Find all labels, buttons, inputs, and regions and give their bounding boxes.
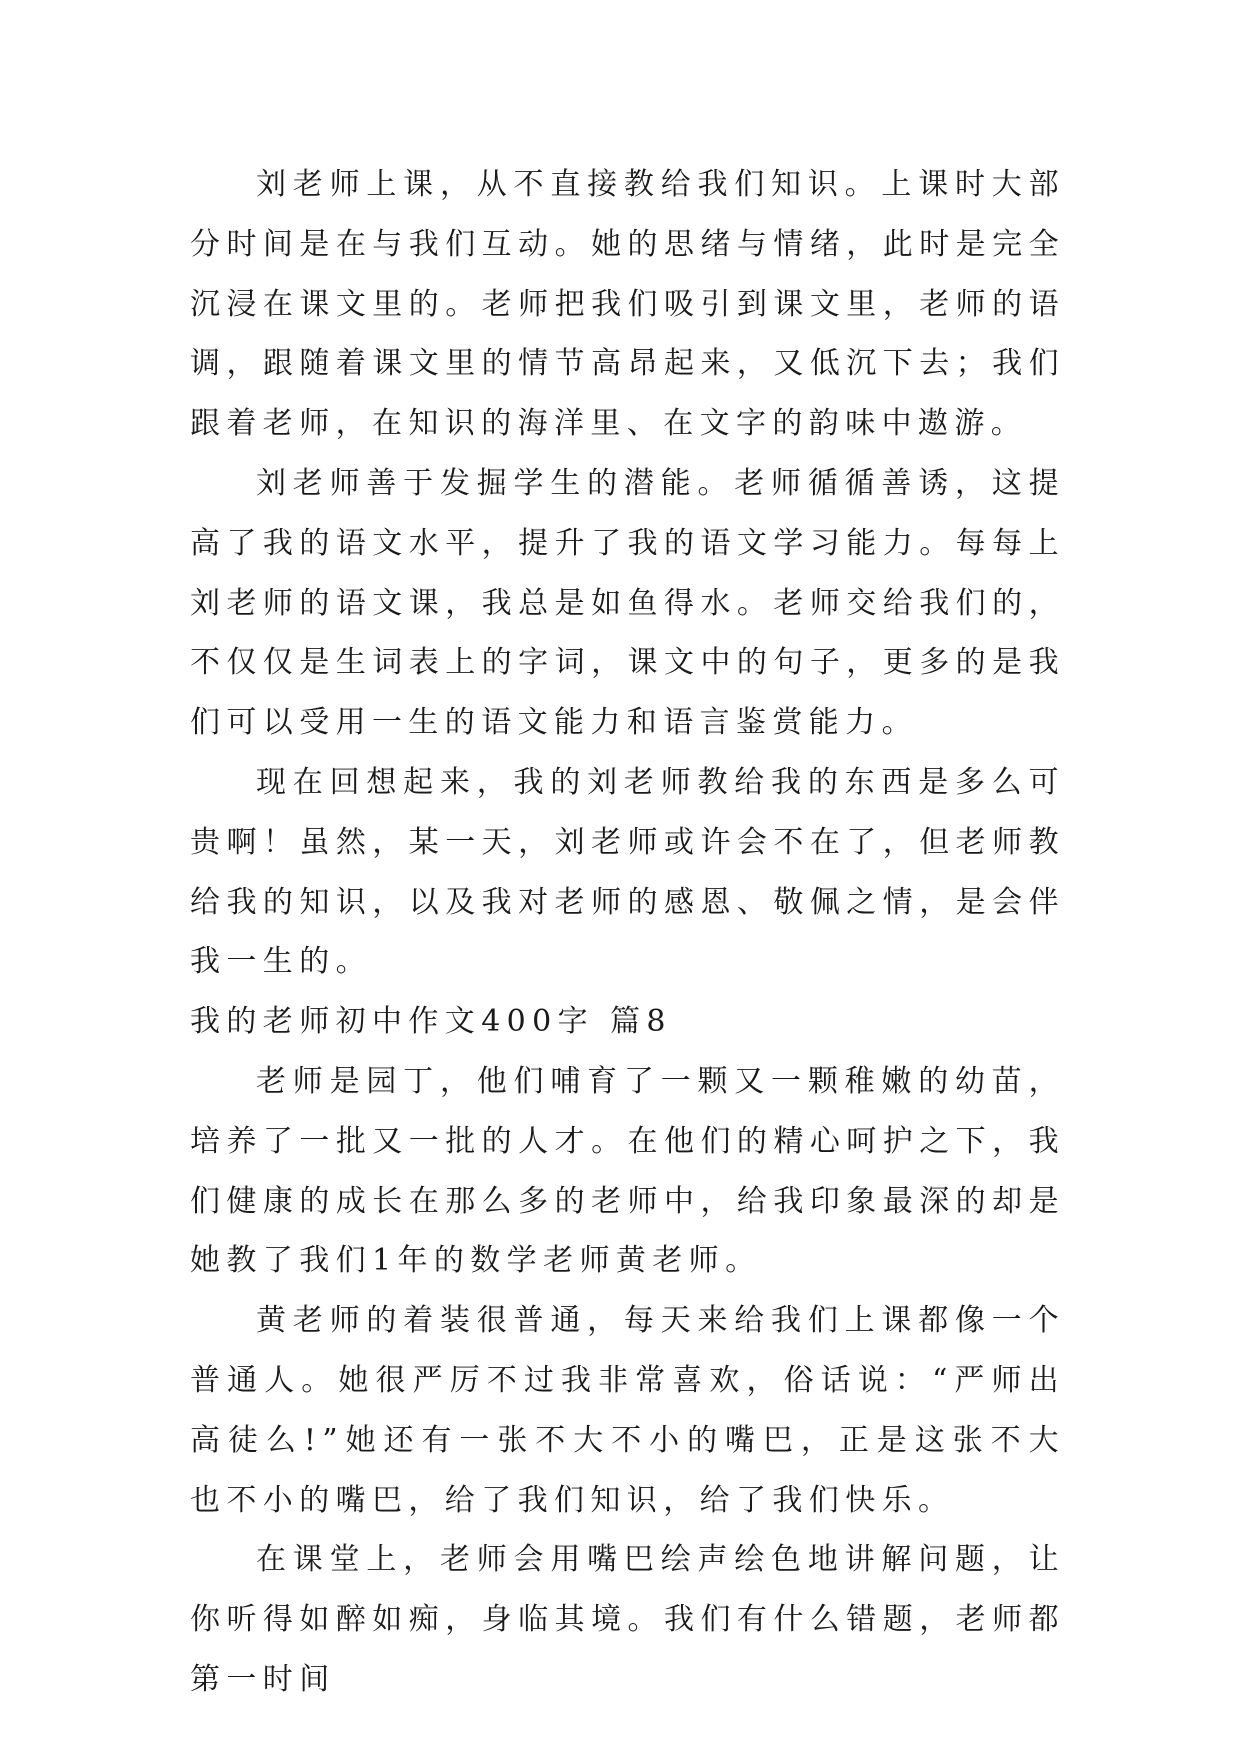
paragraph-classroom: 在课堂上，老师会用嘴巴绘声绘色地讲解问题，让你听得如醉如痴，身临其境。我们有什么错题，老师都第一时间 (190, 1542, 1065, 1697)
paragraph-teacher-liu-potential: 刘老师善于发掘学生的潜能。老师循循善诱，这提高了我的语文水平，提升了我的语文学习能力。每每上刘老师的语文课，我总是如鱼得水。老师交给我们的，不仅仅是生词表上的字词，课文中的句子，更多的是我们可以受用一生的语文能力和语言鉴赏能力。 (190, 465, 1065, 741)
document-page (190, 155, 1065, 1710)
paragraph-teacher-liu-memory: 现在回想起来，我的刘老师教给我的东西是多么可贵啊！虽然，某一天，刘老师或许会不在了，但老师教给我的知识，以及我对老师的感恩、敬佩之情，是会伴我一生的。 (190, 764, 1065, 980)
paragraph-teacher-huang-dress: 黄老师的着装很普通，每天来给我们上课都像一个普通人。她很严厉不过我非常喜欢，俗话说：“严师出高徒么!”她还有一张不大不小的嘴巴，正是这张不大也不小的嘴巴，给了我们知识，给了我们快乐。 (190, 1303, 1065, 1518)
paragraph-teacher-gardener: 老师是园丁，他们哺育了一颗又一颗稚嫩的幼苗，培养了一批又一批的人才。在他们的精心呵护之下，我们健康的成长在那么多的老师中，给我印象最深的却是她教了我们1年的数学老师黄老师。 (190, 1063, 1065, 1279)
paragraph-teacher-liu-class: 刘老师上课，从不直接教给我们知识。上课时大部分时间是在与我们互动。她的思绪与情绪，此时是完全沉浸在课文里的。老师把我们吸引到课文里，老师的语调，跟随着课文里的情节高昂起来，又低沉下去；我们跟着老师，在知识的海洋里、在文字的韵味中遨游。 (190, 167, 1065, 442)
essay-heading: 我的老师初中作文400字 篇8 (190, 1004, 672, 1040)
